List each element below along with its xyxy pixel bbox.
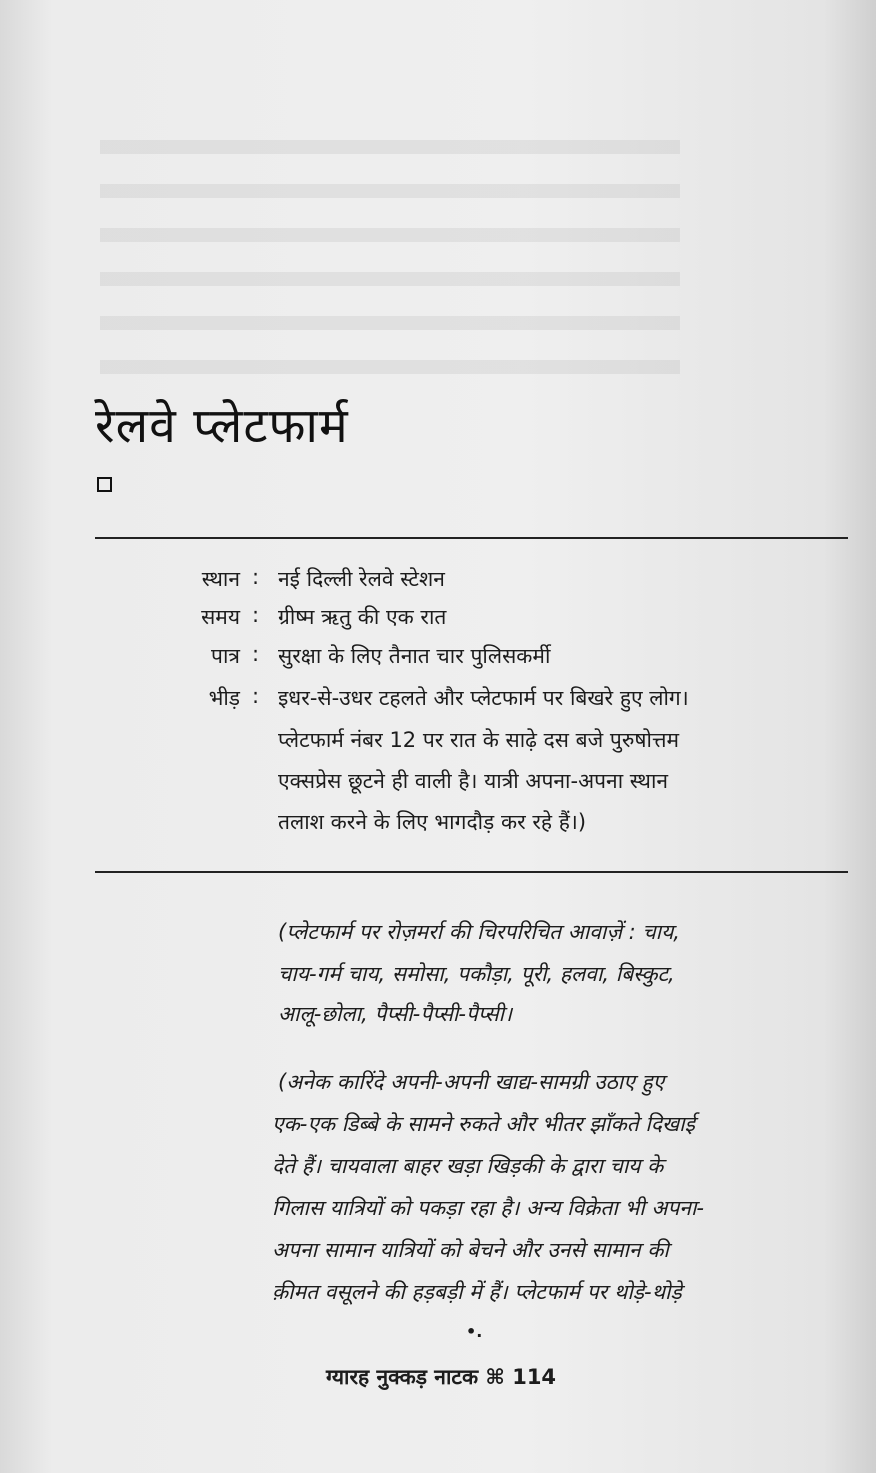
scene-label: समय: [201, 605, 240, 629]
chapter-title: रेलवे प्लेटफार्म: [95, 398, 349, 454]
bleed-through-text: [100, 110, 680, 390]
scene-label: भीड़: [208, 686, 240, 710]
stage-direction-line: एक-एक डिब्बे के सामने रुकते और भीतर झाँकते दिखाई: [272, 1112, 695, 1136]
scene-label: स्थान: [201, 567, 240, 591]
scene-value: सुरक्षा के लिए तैनात चार पुलिसकर्मी: [278, 644, 551, 668]
stage-direction-line: क़ीमत वसूलने की हड़बड़ी में हैं। प्लेटफार्म पर थोड़े-थोड़े: [272, 1280, 682, 1304]
stage-direction-line: (अनेक कारिंदे अपनी-अपनी खाद्य-सामग्री उठाए हुए: [278, 1070, 665, 1094]
scene-colon: :: [252, 603, 260, 627]
crowd-text-line: तलाश करने के लिए भागदौड़ कर रहे हैं।): [278, 810, 587, 834]
scene-label: पात्र: [211, 644, 240, 668]
stage-direction-line: देते हैं। चायवाला बाहर खड़ा खिड़की के द्वारा चाय के: [272, 1154, 664, 1178]
scene-value: नई दिल्ली रेलवे स्टेशन: [278, 567, 445, 591]
checkbox-square-icon: [97, 477, 112, 492]
page-footer: ग्यारह नुक्कड़ नाटक ⌘ 114: [325, 1365, 557, 1389]
scene-colon: :: [252, 684, 260, 708]
scene-colon: :: [252, 642, 260, 666]
stage-direction-line: गिलास यात्रियों को पकड़ा रहा है। अन्य विक्रेता भी अपना-: [272, 1196, 704, 1220]
stage-direction-line: अपना सामान यात्रियों को बेचने और उनसे सामान की: [272, 1238, 669, 1262]
continuation-mark: •.: [466, 1322, 483, 1341]
scene-value: ग्रीष्म ऋतु की एक रात: [278, 605, 447, 629]
scene-value: इधर-से-उधर टहलते और प्लेटफार्म पर बिखरे हुए लोग।: [278, 686, 689, 710]
stage-direction-line: (प्लेटफार्म पर रोज़मर्रा की चिरपरिचित आवाज़ें : चाय,: [278, 920, 680, 944]
stage-direction-line: चाय-गर्म चाय, समोसा, पकौड़ा, पूरी, हलवा, बिस्कुट,: [278, 962, 675, 986]
crowd-text-line: एक्सप्रेस छूटने ही वाली है। यात्री अपना-अपना स्थान: [278, 769, 669, 793]
scene-colon: :: [252, 565, 260, 589]
stage-direction-line: आलू-छोला, पैप्सी-पैप्सी-पैप्सी।: [278, 1002, 513, 1026]
crowd-text-line: प्लेटफार्म नंबर 12 पर रात के साढ़े दस बजे पुरुषोत्तम: [278, 728, 680, 752]
bottom-divider: [95, 871, 848, 873]
top-divider: [95, 537, 848, 539]
